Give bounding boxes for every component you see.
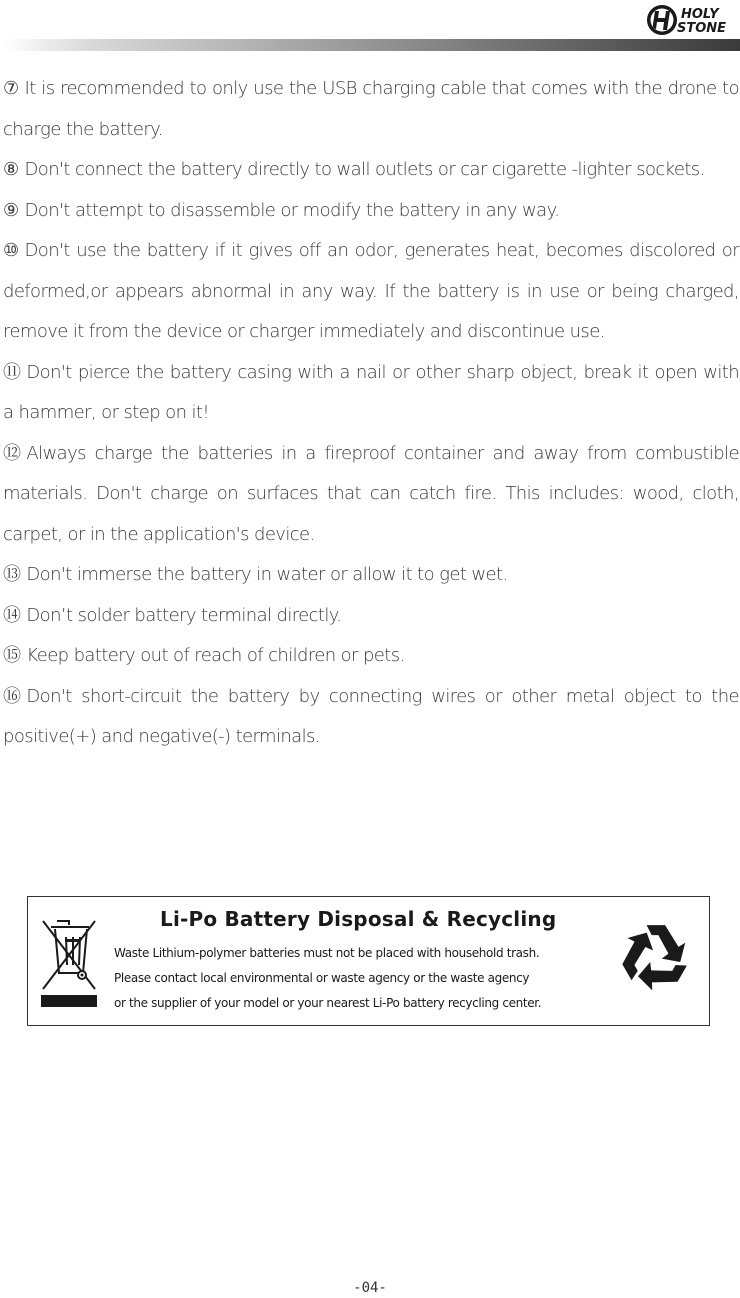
disposal-text bbox=[114, 941, 541, 1016]
logo-line2: STONE bbox=[677, 21, 727, 36]
item-text: Keep battery out of reach of children or pets. bbox=[26, 645, 405, 666]
page-number: -04- bbox=[353, 1280, 387, 1296]
item-number: ⑯ bbox=[3, 685, 21, 707]
list-item bbox=[3, 596, 739, 637]
item-number: ⑬ bbox=[3, 564, 21, 585]
recycle-icon bbox=[613, 915, 697, 999]
list-item bbox=[3, 69, 739, 150]
header-bar bbox=[2, 39, 740, 51]
list-item bbox=[3, 353, 739, 434]
list-item bbox=[3, 191, 739, 232]
logo-line1: HOLY bbox=[681, 7, 719, 22]
item-number: ⑫ bbox=[3, 442, 21, 464]
item-number: ⑩ bbox=[3, 240, 19, 261]
list-item bbox=[3, 231, 739, 353]
list-item bbox=[3, 555, 739, 596]
item-text: Don't pierce the battery casing with a nail or other sharp object, break it open with a hammer, or step on it! bbox=[3, 361, 739, 423]
item-text: Don't short-circuit the battery by connecting wires or other metal object to the positive(+) and negative(-) terminals. bbox=[3, 685, 739, 747]
item-text: Don’t solder battery terminal directly. bbox=[26, 604, 342, 626]
item-number: ⑨ bbox=[3, 199, 19, 221]
holy-stone-logo bbox=[644, 2, 740, 38]
list-item bbox=[3, 434, 739, 556]
list-item bbox=[3, 677, 739, 758]
item-number: ⑧ bbox=[3, 159, 19, 180]
item-text: Don't immerse the battery in water or allow it to get wet. bbox=[26, 564, 508, 585]
crossed-out-wheelie-bin-icon bbox=[39, 915, 99, 1010]
item-text: Don't connect the battery directly to wall outlets or car cigarette -lighter sockets. bbox=[24, 159, 705, 180]
disposal-line: or the supplier of your model or your nearest Li-Po battery recycling center. bbox=[114, 996, 542, 1010]
item-number: ⑭ bbox=[3, 604, 21, 626]
disposal-line: Please contact local environmental or waste agency or the waste agency bbox=[114, 971, 530, 985]
list-item bbox=[3, 150, 739, 191]
list-item bbox=[3, 636, 739, 677]
item-text: Don't attempt to disassemble or modify the battery in any way. bbox=[24, 199, 560, 221]
disposal-box bbox=[27, 896, 710, 1026]
item-number: ⑮ bbox=[3, 645, 21, 666]
item-text: Always charge the batteries in a fireproof container and away from combustible materials. Don't charge on surfaces that can catch fire. This includes: wood, cloth, carpet, or in the application's device. bbox=[3, 442, 739, 545]
item-number: ⑦ bbox=[3, 78, 19, 99]
disposal-title: Li-Po Battery Disposal & Recycling bbox=[160, 907, 557, 931]
disposal-line: Waste Lithium-polymer batteries must not be placed with household trash. bbox=[114, 946, 540, 960]
item-text: Don't use the battery if it gives off an odor, generates heat, becomes discolored or deformed,or appears abnormal in any way. If the battery is in use or being charged, remove it from the device or charger immediately and discontinue use. bbox=[3, 240, 739, 342]
item-number: ⑪ bbox=[3, 361, 21, 383]
item-text: It is recommended to only use the USB charging cable that comes with the drone to charge the battery. bbox=[3, 78, 739, 140]
safety-items bbox=[3, 69, 739, 758]
